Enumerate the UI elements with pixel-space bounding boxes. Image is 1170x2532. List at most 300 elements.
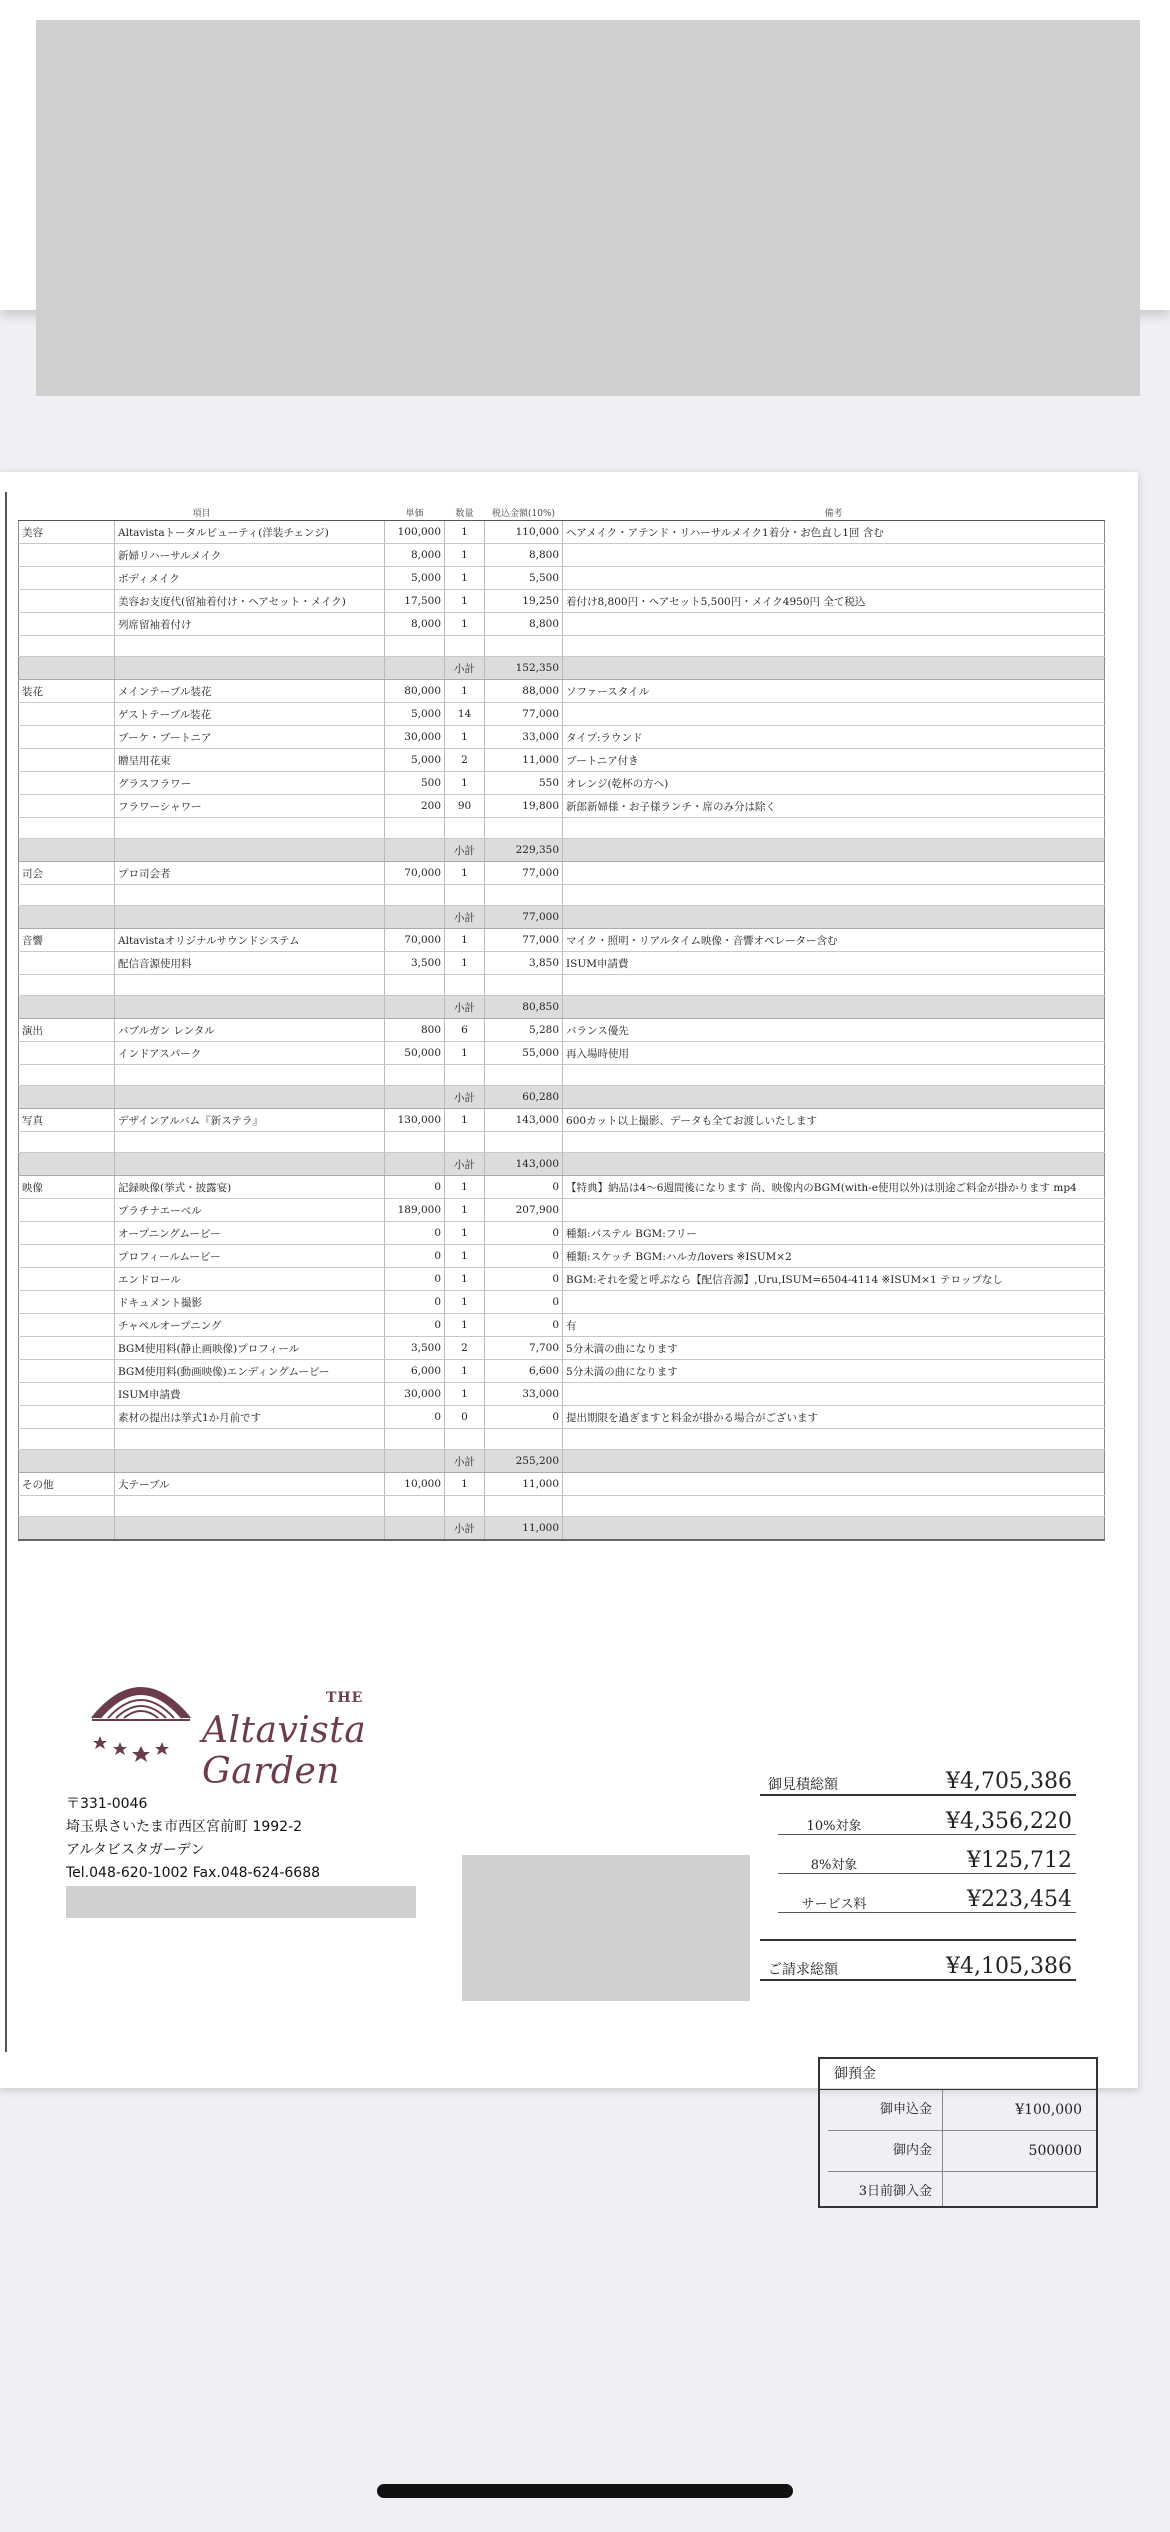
note-cell [563,862,1105,885]
subtotal-row [19,906,1105,929]
empty-cell [563,636,1105,657]
empty-cell [563,885,1105,906]
amount-cell: 6,600 [485,1360,563,1383]
empty-cell [445,975,485,996]
amount-cell: 0 [485,1268,563,1291]
category-cell [19,1314,115,1337]
table-header-row [19,504,1105,521]
amount-cell: 55,000 [485,1042,563,1065]
amount-cell: 77,000 [485,703,563,726]
category-cell [19,1199,115,1222]
empty-cell [485,818,563,839]
quantity-cell: 1 [445,1268,485,1291]
quantity-cell: 1 [445,1042,485,1065]
quantity-cell: 1 [445,929,485,952]
empty-cell [485,975,563,996]
empty-cell [19,1429,115,1450]
service-fee-value: ¥223,454 [967,1887,1072,1912]
item-name-cell: プロフィールムービー [115,1245,385,1268]
quantity-cell: 1 [445,567,485,590]
subtotal-amount: 77,000 [485,906,563,929]
empty-cell [385,885,445,906]
empty-cell [445,1132,485,1153]
category-cell: 写真 [19,1109,115,1132]
altavista-logo [86,1668,506,1792]
amount-cell: 0 [485,1291,563,1314]
quantity-cell: 1 [445,521,485,544]
category-cell [19,1268,115,1291]
category-cell [19,1291,115,1314]
unit-price-cell [385,1086,445,1109]
item-name-cell [115,906,385,929]
table-row [19,952,1105,975]
amount-cell: 77,000 [485,862,563,885]
unit-price-cell [385,1450,445,1473]
category-cell [19,906,115,929]
note-cell: 新郎新婦様・お子様ランチ・席のみ分は除く [563,795,1105,818]
note-cell: 600カット以上撮影、データも全てお渡しいたします [563,1109,1105,1132]
deposit-label: 御申込金 [828,2090,943,2130]
note-cell: タイプ:ラウンド [563,726,1105,749]
amount-cell: 0 [485,1314,563,1337]
unit-price-cell: 130,000 [385,1109,445,1132]
unit-price-cell: 0 [385,1176,445,1199]
note-cell: 有 [563,1314,1105,1337]
note-cell: 再入場時使用 [563,1042,1105,1065]
note-cell: 【特典】納品は4〜6週間後になります 尚、映像内のBGM(with-e使用以外)は別途ご料金が掛かります mp4 [563,1176,1105,1199]
subtotal-label: 小計 [445,1450,485,1473]
category-cell [19,544,115,567]
category-cell [19,613,115,636]
subtotal-row [19,1086,1105,1109]
subtotal-row [19,1517,1105,1541]
subtotal-label: 小計 [445,1153,485,1176]
note-cell: 種類:パステル BGM:フリー [563,1222,1105,1245]
item-name-cell [115,1517,385,1541]
unit-price-cell: 500 [385,772,445,795]
table-row [19,1337,1105,1360]
amount-cell: 5,280 [485,1019,563,1042]
empty-cell [19,818,115,839]
address-zip: 〒331-0046 [66,1796,148,1812]
table-row [19,795,1105,818]
note-cell [563,1473,1105,1496]
unit-price-cell: 30,000 [385,1383,445,1406]
item-name-cell: エンドロール [115,1268,385,1291]
deposit-row-advance [828,2131,1096,2172]
empty-cell [485,1429,563,1450]
subtotal-row [19,839,1105,862]
table-row [19,1042,1105,1065]
unit-price-cell [385,996,445,1019]
category-cell [19,795,115,818]
unit-price-cell [385,1153,445,1176]
quantity-cell: 14 [445,703,485,726]
table-row [19,1314,1105,1337]
blank-row [19,818,1105,839]
deposit-value [943,2172,1096,2206]
unit-price-cell: 0 [385,1268,445,1291]
note-cell [563,1153,1105,1176]
quantity-cell: 1 [445,680,485,703]
subtotal-amount: 11,000 [485,1517,563,1541]
unit-price-cell [385,657,445,680]
note-cell: ISUM申請費 [563,952,1105,975]
amount-cell: 550 [485,772,563,795]
category-cell [19,772,115,795]
table-row [19,590,1105,613]
note-cell: 5分未満の曲になります [563,1337,1105,1360]
empty-cell [115,1429,385,1450]
empty-cell [115,975,385,996]
category-cell [19,996,115,1019]
note-cell [563,1086,1105,1109]
empty-cell [385,1065,445,1086]
grand-total-label: ご請求総額 [768,1962,838,1978]
blank-row [19,1132,1105,1153]
table-row [19,521,1105,544]
item-name-cell: チャペルオープニング [115,1314,385,1337]
grand-total-row [760,1939,1076,1981]
quantity-cell: 1 [445,613,485,636]
unit-price-cell [385,906,445,929]
empty-cell [563,1429,1105,1450]
category-cell [19,1337,115,1360]
note-cell: BGM:それを愛と呼ぶなら【配信音源】,Uru,ISUM=6504-4114 ※ISUM×1 テロップなし [563,1268,1105,1291]
empty-cell [385,636,445,657]
empty-cell [445,1496,485,1517]
empty-cell [563,975,1105,996]
unit-price-cell: 80,000 [385,680,445,703]
subtotal-label: 小計 [445,1086,485,1109]
quantity-cell: 1 [445,1473,485,1496]
category-cell [19,703,115,726]
unit-price-cell: 0 [385,1222,445,1245]
category-cell [19,1153,115,1176]
quantity-cell: 1 [445,862,485,885]
tax10-label: 10%対象 [806,1819,862,1834]
category-cell [19,952,115,975]
empty-cell [445,1429,485,1450]
quantity-cell: 1 [445,1383,485,1406]
table-row [19,772,1105,795]
unit-price-cell: 5,000 [385,703,445,726]
empty-cell [563,1065,1105,1086]
header-item: 項目 [19,504,385,521]
subtotal-label: 小計 [445,839,485,862]
unit-price-cell: 70,000 [385,929,445,952]
table-row [19,1199,1105,1222]
note-cell: ヘアメイク・アテンド・リハーサルメイク1着分・お色直し1回 含む [563,521,1105,544]
table-row [19,862,1105,885]
note-cell [563,703,1105,726]
tax8-value: ¥125,712 [967,1848,1072,1873]
empty-cell [485,1132,563,1153]
table-row [19,1222,1105,1245]
subtotal-label: 小計 [445,1517,485,1541]
amount-cell: 8,800 [485,544,563,567]
item-name-cell [115,839,385,862]
amount-cell: 33,000 [485,1383,563,1406]
table-body [19,521,1105,1541]
empty-cell [563,1496,1105,1517]
unit-price-cell: 6,000 [385,1360,445,1383]
blank-row [19,1496,1105,1517]
table-row [19,567,1105,590]
quantity-cell: 1 [445,590,485,613]
subtotal-amount: 143,000 [485,1153,563,1176]
empty-cell [19,1065,115,1086]
empty-cell [115,1065,385,1086]
note-cell [563,544,1105,567]
category-cell [19,726,115,749]
empty-cell [445,1065,485,1086]
item-name-cell [115,996,385,1019]
item-name-cell: ボディメイク [115,567,385,590]
amount-cell: 7,700 [485,1337,563,1360]
item-name-cell: デザインアルバム『新ステラ』 [115,1109,385,1132]
amount-cell: 8,800 [485,613,563,636]
table-row [19,929,1105,952]
item-name-cell: ブーケ・ブートニア [115,726,385,749]
table-row [19,1019,1105,1042]
note-cell: 5分未満の曲になります [563,1360,1105,1383]
note-cell: 提出期限を過ぎますと料金が掛かる場合がございます [563,1406,1105,1429]
item-name-cell: 配信音源使用料 [115,952,385,975]
empty-cell [19,1496,115,1517]
note-cell [563,1291,1105,1314]
quantity-cell: 1 [445,1360,485,1383]
table-row [19,1383,1105,1406]
table-row [19,680,1105,703]
quantity-cell: 1 [445,1176,485,1199]
unit-price-cell: 0 [385,1314,445,1337]
category-cell: 映像 [19,1176,115,1199]
subtotal-row [19,996,1105,1019]
quantity-cell: 1 [445,952,485,975]
unit-price-cell: 3,500 [385,952,445,975]
unit-price-cell: 17,500 [385,590,445,613]
subtotal-amount: 255,200 [485,1450,563,1473]
empty-cell [485,1065,563,1086]
tax10-row [778,1796,1076,1835]
item-name-cell: オープニングムービー [115,1222,385,1245]
quantity-cell: 6 [445,1019,485,1042]
quantity-cell: 1 [445,1314,485,1337]
item-name-cell: 新婦リハーサルメイク [115,544,385,567]
logo-the: THE [326,1690,364,1706]
note-cell: バランス優先 [563,1019,1105,1042]
item-name-cell: 贈呈用花束 [115,749,385,772]
subtotal-row [19,1450,1105,1473]
item-name-cell: ドキュメント撮影 [115,1291,385,1314]
blank-row [19,636,1105,657]
item-name-cell: Altavistaトータルビューティ(洋装チェンジ) [115,521,385,544]
amount-cell: 143,000 [485,1109,563,1132]
item-name-cell: BGM使用料(動画映像)エンディングムービー [115,1360,385,1383]
redacted-area-middle [462,1855,750,2001]
unit-price-cell: 10,000 [385,1473,445,1496]
quantity-cell: 2 [445,1337,485,1360]
quantity-cell: 1 [445,1291,485,1314]
deposit-title: 御預金 [820,2059,1096,2090]
tax8-row [778,1835,1076,1874]
note-cell [563,1383,1105,1406]
amount-cell: 5,500 [485,567,563,590]
item-name-cell: ゲストテーブル装花 [115,703,385,726]
item-name-cell: グラスフラワー [115,772,385,795]
category-cell: その他 [19,1473,115,1496]
page-scan-edge [5,492,7,2052]
amount-cell: 207,900 [485,1199,563,1222]
subtotal-amount: 152,350 [485,657,563,680]
company-name: アルタビスタガーデン [66,1842,205,1858]
amount-cell: 33,000 [485,726,563,749]
empty-cell [485,885,563,906]
item-name-cell: 記録映像(挙式・披露宴) [115,1176,385,1199]
table-row [19,1245,1105,1268]
deposit-row-three-days [828,2172,1096,2206]
amount-cell: 19,800 [485,795,563,818]
tax8-label: 8%対象 [810,1858,858,1873]
table-row [19,1473,1105,1496]
empty-cell [385,1496,445,1517]
item-name-cell [115,1450,385,1473]
category-cell [19,749,115,772]
deposit-row-application [828,2090,1096,2131]
item-name-cell: BGM使用料(静止画映像)プロフィール [115,1337,385,1360]
category-cell [19,1086,115,1109]
estimate-total-label: 御見積総額 [768,1777,838,1793]
note-cell [563,567,1105,590]
amount-cell: 77,000 [485,929,563,952]
amount-cell: 0 [485,1176,563,1199]
amount-cell: 0 [485,1222,563,1245]
table-row [19,749,1105,772]
item-name-cell: Altavistaオリジナルサウンドシステム [115,929,385,952]
unit-price-cell: 200 [385,795,445,818]
empty-cell [385,818,445,839]
redacted-area-address [66,1886,416,1918]
note-cell: オレンジ(乾杯の方へ) [563,772,1105,795]
quantity-cell: 0 [445,1406,485,1429]
service-fee-row [778,1874,1076,1913]
category-cell [19,1383,115,1406]
amount-cell: 110,000 [485,521,563,544]
empty-cell [485,1496,563,1517]
estimate-total-row [760,1760,1076,1796]
item-name-cell: フラワーシャワー [115,795,385,818]
unit-price-cell [385,839,445,862]
category-cell [19,1406,115,1429]
empty-cell [19,1132,115,1153]
category-cell: 音響 [19,929,115,952]
category-cell [19,1360,115,1383]
unit-price-cell: 3,500 [385,1337,445,1360]
estimate-table [18,504,1105,1541]
deposit-value: 500000 [1028,2143,1082,2159]
item-name-cell: メインテーブル装花 [115,680,385,703]
empty-cell [115,1496,385,1517]
amount-cell: 0 [485,1245,563,1268]
quantity-cell: 1 [445,726,485,749]
category-cell: 演出 [19,1019,115,1042]
amount-cell: 11,000 [485,749,563,772]
unit-price-cell: 5,000 [385,749,445,772]
amount-cell: 3,850 [485,952,563,975]
header-amount: 税込金額(10%) [485,504,563,521]
unit-price-cell: 189,000 [385,1199,445,1222]
category-cell [19,1517,115,1541]
subtotal-amount: 80,850 [485,996,563,1019]
subtotal-row [19,1153,1105,1176]
estimate-total-value: ¥4,705,386 [946,1769,1072,1794]
tax10-value: ¥4,356,220 [946,1809,1072,1834]
category-cell: 司会 [19,862,115,885]
table-row [19,1360,1105,1383]
empty-cell [563,818,1105,839]
quantity-cell: 1 [445,1199,485,1222]
empty-cell [445,885,485,906]
category-cell [19,1245,115,1268]
fan-logo-icon [86,1668,196,1768]
subtotal-label: 小計 [445,996,485,1019]
unit-price-cell: 0 [385,1245,445,1268]
note-cell [563,657,1105,680]
table-row [19,613,1105,636]
item-name-cell [115,657,385,680]
item-name-cell: 大テーブル [115,1473,385,1496]
amount-cell: 88,000 [485,680,563,703]
category-cell [19,590,115,613]
table-row [19,703,1105,726]
unit-price-cell: 8,000 [385,544,445,567]
empty-cell [485,636,563,657]
table-row [19,1109,1105,1132]
empty-cell [115,818,385,839]
category-cell [19,657,115,680]
empty-cell [19,636,115,657]
item-name-cell: ISUM申請費 [115,1383,385,1406]
deposit-label: 3日前御入金 [828,2172,943,2206]
note-cell [563,613,1105,636]
unit-price-cell: 8,000 [385,613,445,636]
item-name-cell: プロ司会者 [115,862,385,885]
amount-cell: 0 [485,1406,563,1429]
subtotal-amount: 60,280 [485,1086,563,1109]
item-name-cell: 列席留袖着付け [115,613,385,636]
header-quantity: 数量 [445,504,485,521]
item-name-cell: 素材の提出は挙式1か月前です [115,1406,385,1429]
blank-row [19,885,1105,906]
empty-cell [385,1132,445,1153]
item-name-cell [115,1086,385,1109]
category-cell [19,1450,115,1473]
address-line: 埼玉県さいたま市西区宮前町 1992-2 [66,1819,303,1835]
unit-price-cell: 30,000 [385,726,445,749]
empty-cell [19,885,115,906]
deposit-box [818,2057,1098,2208]
deposit-label: 御内金 [828,2131,943,2171]
totals-block [760,1760,1076,1981]
empty-cell [563,1132,1105,1153]
empty-cell [115,885,385,906]
empty-cell [385,975,445,996]
home-indicator[interactable] [377,2484,793,2498]
quantity-cell: 1 [445,772,485,795]
unit-price-cell: 50,000 [385,1042,445,1065]
empty-cell [115,1132,385,1153]
